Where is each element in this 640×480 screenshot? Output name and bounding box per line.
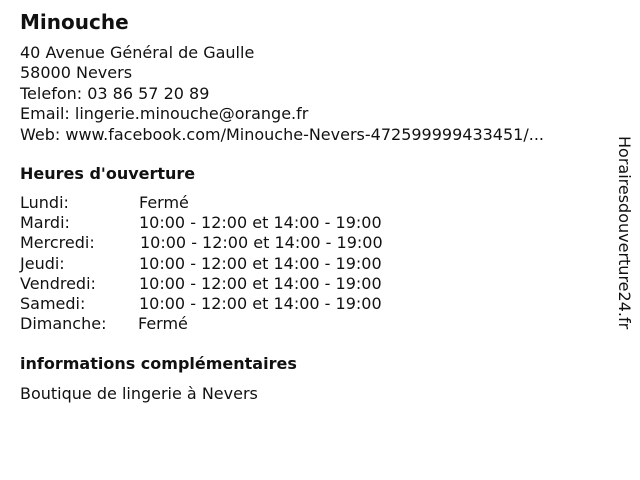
day-label: Lundi: xyxy=(20,193,69,212)
business-name: Minouche xyxy=(20,10,129,34)
opening-hours-heading: Heures d'ouverture xyxy=(20,164,196,183)
day-label: Samedi: xyxy=(20,293,86,313)
city-line: 58000 Nevers xyxy=(20,63,133,83)
hours-value: Fermé xyxy=(139,193,189,212)
contact-block xyxy=(20,43,544,145)
email-line: Email: lingerie.minouche@orange.fr xyxy=(20,104,309,124)
site-watermark: Horairesdouverture24.fr xyxy=(615,136,634,330)
web-line: Web: www.facebook.com/Minouche-Nevers-472599999433451/... xyxy=(20,124,544,144)
hours-value: 10:00 - 12:00 et 14:00 - 19:00 xyxy=(139,253,382,273)
hours-value: 10:00 - 12:00 et 14:00 - 19:00 xyxy=(139,293,382,313)
hours-value: 10:00 - 12:00 et 14:00 - 19:00 xyxy=(139,213,382,233)
day-label: Mercredi: xyxy=(20,233,95,253)
hours-value: 10:00 - 12:00 et 14:00 - 19:00 xyxy=(139,273,382,293)
day-label: Jeudi: xyxy=(20,253,65,273)
phone-line: Telefon: 03 86 57 20 89 xyxy=(20,83,210,103)
additional-info-text: Boutique de lingerie à Nevers xyxy=(20,384,258,403)
address-line: 40 Avenue Général de Gaulle xyxy=(20,43,255,62)
day-label: Vendredi: xyxy=(20,273,96,293)
hours-value: Fermé xyxy=(138,314,188,334)
additional-info-heading: informations complémentaires xyxy=(20,354,297,373)
day-label: Dimanche: xyxy=(20,314,107,334)
day-label: Mardi: xyxy=(20,213,70,233)
hours-value: 10:00 - 12:00 et 14:00 - 19:00 xyxy=(140,233,383,253)
